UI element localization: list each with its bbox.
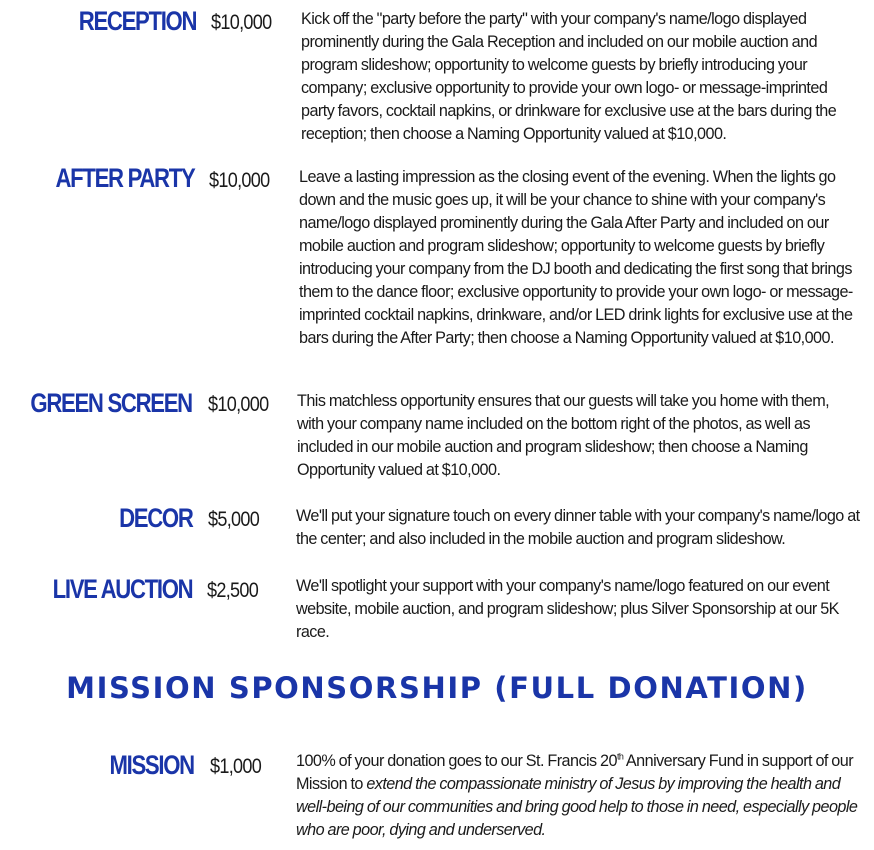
sponsorship-name: DECOR <box>119 503 193 533</box>
sponsorship-description <box>296 750 858 842</box>
sponsorship-price: $2,500 <box>207 579 259 602</box>
mission-desc-mid: Anniversary Fund in support of our Mission to <box>296 752 854 793</box>
sponsorship-name: RECEPTION <box>78 6 196 36</box>
sponsorship-price: $10,000 <box>209 169 270 192</box>
section-title: MISSION SPONSORSHIP (FULL DONATION) <box>66 671 808 705</box>
sponsorship-price: $5,000 <box>208 508 260 531</box>
sponsorship-price: $10,000 <box>208 393 269 416</box>
sponsorship-description: We'll put your signature touch on every dinner table with your company's name/logo at the center; and also included in the mobile auction and program slideshow. <box>296 507 860 548</box>
sponsorship-name: MISSION <box>109 750 194 780</box>
sponsorship-name: LIVE AUCTION <box>52 574 192 604</box>
sponsorship-description: This matchless opportunity ensures that our guests will take you home with them, with your company name included on the bottom right of the photos, as well as included in our mobile auction and program slideshow; then choose a Naming Opportunity valued at $10,000. <box>297 392 830 479</box>
sponsorship-description: Kick off the "party before the party" with your company's name/logo displayed prominently during the Gala Reception and included on our mobile auction and program slideshow; opportunity to welcome guests by briefly introducing your company; exclusive opportunity to provide your own logo- or message-imprinted party favors, cocktail napkins, or drinkware for exclusive use at the bars during the reception; then choose a Naming Opportunity valued at $10,000. <box>301 10 837 143</box>
sponsorship-name: GREEN SCREEN <box>30 388 192 418</box>
mission-statement: extend the compassionate ministry of Jesus by improving the health and well-being of our communities and bring good help to those in need, especially people who are poor, dying and underserved. <box>296 775 858 839</box>
sponsorship-description: We'll spotlight your support with your company's name/logo featured on our event website, mobile auction, and program slideshow; plus Silver Sponsorship at our 5K race. <box>296 577 839 641</box>
sponsorship-price: $1,000 <box>210 755 262 778</box>
sponsorship-price: $10,000 <box>211 11 272 34</box>
mission-desc-start: 100% of your donation goes to our St. Francis 20 <box>296 752 617 770</box>
sponsorship-description: Leave a lasting impression as the closing event of the evening. When the lights go down and the music goes up, it will be your chance to shine with your company's name/logo displayed prominently during the Gala After Party and included on our mobile auction and program slideshow; opportunity to welcome guests by briefly introducing your company from the DJ booth and dedicating the first song that brings them to the dance floor; exclusive opportunity to provide your own logo- or message-imprinted cocktail napkins, drinkware, and/or LED drink lights for exclusive use at the bars during the After Party; then choose a Naming Opportunity valued at $10,000. <box>299 168 853 347</box>
mission-desc-sup: th <box>616 751 624 762</box>
sponsorship-name: AFTER PARTY <box>55 163 194 193</box>
